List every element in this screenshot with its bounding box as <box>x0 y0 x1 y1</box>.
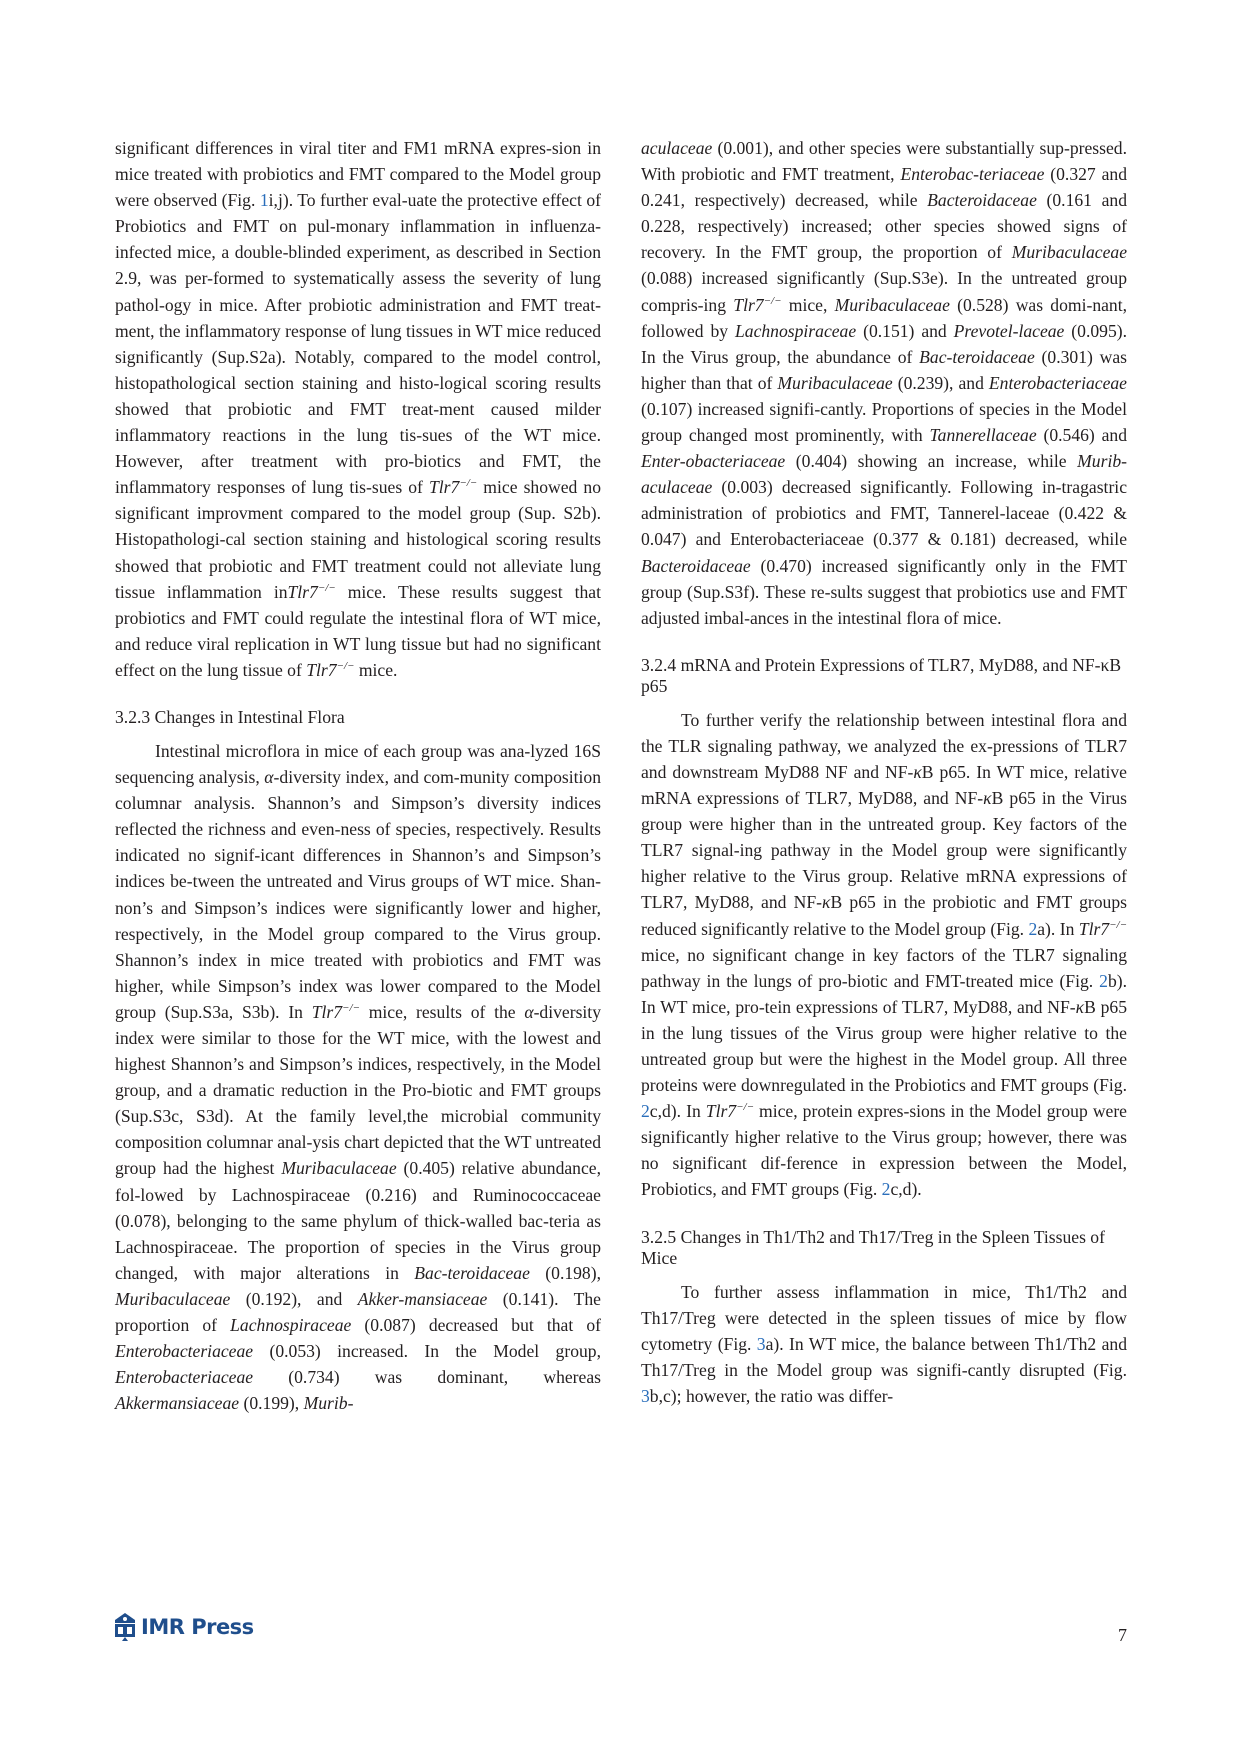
italic-term: Akkermansiaceae <box>115 1393 240 1414</box>
italic-term: Prevotel-laceae <box>953 320 1065 341</box>
superscript: −/− <box>459 477 478 490</box>
italic-term: Tlr7 <box>429 477 460 498</box>
figure-reference-link[interactable]: 2 <box>641 1101 650 1122</box>
italic-term: Tlr7 <box>306 659 337 680</box>
superscript: −/− <box>736 1101 755 1114</box>
italic-term: Enterobac-teriaceae <box>900 164 1045 185</box>
italic-term: Tlr7 <box>1078 918 1110 939</box>
figure-reference-link[interactable]: 1 <box>259 190 269 211</box>
publisher-name: IMR Press <box>141 1615 254 1639</box>
italic-term: Tlr7 <box>705 1101 737 1122</box>
italic-term: Tlr7 <box>311 1001 343 1022</box>
italic-term: κ <box>983 788 992 809</box>
italic-term: Tannerellaceae <box>929 425 1037 446</box>
paragraph-flora-continued: aculaceae (0.001), and other species were substantially sup-pressed. With probiotic and FMT treatment, Enterobac-teriaceae (0.327 and 0.241, respectively) decreased, while Bacteroidaceae (0.161 and 0.228, respectively) increased; other species showed signs of recovery. In the FMT group, the proportion of Muribaculaceae (0.088) increased significantly (Sup.S3e). In the untreated group compris-ing Tlr7−/− mice, Muribaculaceae (0.528) was domi-nant, followed by Lachnospiraceae (0.151) and Prevotel-laceae (0.095). In the Virus group, the abundance of Bac-teroidaceae (0.301) was higher than that of Muribaculaceae (0.239), and Enterobacteriaceae (0.107) increased signifi-cantly. Proportions of species in the Model group changed most prominently, with Tannerellaceae (0.546) and Enter-obacteriaceae (0.404) showing an increase, while Murib-aculaceae (0.003) decreased significantly. Following in-tragastric administration of probiotics and FMT, Tannerel-laceae (0.422 & 0.047) and Enterobacteriaceae (0.377 & 0.181) decreased, while Bacteroidaceae (0.470) increased significantly only in the FMT group (Sup.S3f). These re-sults suggest that probiotics use and FMT adjusted imbal-ances in the intestinal flora of mice. <box>641 138 1128 628</box>
figure-reference-link[interactable]: 2 <box>1028 918 1038 939</box>
italic-term: Muribaculaceae <box>281 1158 397 1179</box>
italic-term: κ <box>822 892 831 913</box>
italic-term: α <box>524 1001 534 1022</box>
italic-term: Lachnospiraceae <box>734 320 857 341</box>
italic-term: Tlr7 <box>287 581 318 602</box>
section-heading-3-2-4: 3.2.4 mRNA and Protein Expressions of TLR7, MyD88, and NF-κB p65 <box>641 654 1122 696</box>
italic-term: Lachnospiraceae <box>230 1315 352 1336</box>
superscript: −/− <box>336 659 355 672</box>
publisher-logo <box>113 1612 254 1642</box>
italic-term: Bacteroidaceae <box>641 555 751 576</box>
right-column <box>641 135 1127 1409</box>
paragraph-intestinal-flora: Intestinal microflora in mice of each group was ana-lyzed 16S sequencing analysis, α-diversity index, and com-munity composition columnar analysis. Shannon’s and Simpson’s diversity indices reflected the richness and even-ness of species, respectively. Results indicated no signif-icant differences in Shannon’s and Simpson’s indices be-tween the untreated and Virus groups of WT mice. Shan-non’s and Simpson’s indices were significantly lower and higher, respectively, in the Model group compared to the Virus group. Shannon’s index in mice treated with probiotics and FMT was higher, while Simpson’s index was lower compared to the Model group (Sup.S3a, S3b). In Tlr7−/− mice, results of the α-diversity index were similar to those for the WT mice, with the lowest and highest Shannon’s and Simpson’s indices, respectively, in the Model group, and a dramatic reduction in the Pro-biotic and FMT groups (Sup.S3c, S3d). At the family level,the microbial community composition columnar anal-ysis chart depicted that the WT untreated group had the highest Muribaculaceae (0.405) relative abundance, fol-lowed by Lachnospiraceae (0.216) and Ruminococcaceae (0.078), belonging to the same phylum of thick-walled bac-teria as Lachnospiraceae. The proportion of species in the Virus group changed, with major alterations in Bac-teroidaceae (0.198), Muribaculaceae (0.192), and Akker-mansiaceae (0.141). The proportion of Lachnospiraceae (0.087) decreased but that of Enterobacteriaceae (0.053) increased. In the Model group, Enterobacteriaceae (0.734) was dominant, whereas Akkermansiaceae (0.199), Murib- <box>115 740 601 1414</box>
italic-term: Enter-obacteriaceae <box>641 451 786 472</box>
figure-reference-link[interactable]: 2 <box>1099 970 1108 991</box>
section-heading-3-2-5: 3.2.5 Changes in Th1/Th2 and Th17/Treg in the Spleen Tissues of Mice <box>641 1226 1105 1268</box>
italic-term: Muribaculaceae <box>1011 242 1127 263</box>
superscript: −/− <box>342 1001 360 1014</box>
italic-term: Murib-aculaceae <box>641 451 1127 498</box>
italic-term: Bac-teroidaceae <box>414 1262 530 1283</box>
italic-term: Murib- <box>303 1393 354 1414</box>
italic-term: Bac-teroidaceae <box>919 346 1035 367</box>
left-column <box>115 135 601 1416</box>
superscript: −/− <box>1109 918 1128 931</box>
section-heading-3-2-3: 3.2.3 Changes in Intestinal Flora <box>115 706 345 727</box>
italic-term: κ <box>913 761 922 782</box>
figure-reference-link[interactable]: 3 <box>756 1333 766 1354</box>
italic-term: aculaceae <box>641 138 713 158</box>
superscript: −/− <box>763 294 782 307</box>
page-number: 7 <box>1118 1625 1127 1645</box>
italic-term: Enterobacteriaceae <box>115 1367 254 1388</box>
italic-term: Muribaculaceae <box>115 1288 231 1309</box>
paragraph-th-cells: To further assess inflammation in mice, Th1/Th2 and Th17/Treg were detected in the spleen tissues of mice by flow cytometry (Fig. 3a). In WT mice, the balance between Th1/Th2 and Th17/Treg in the Model group was signifi-cantly disrupted (Fig. 3b,c); however, the ratio was differ- <box>641 1281 1127 1406</box>
italic-term: Akker-mansiaceae <box>357 1288 488 1309</box>
figure-reference-link[interactable]: 3 <box>641 1385 650 1406</box>
imr-press-building-icon <box>113 1612 137 1642</box>
figure-reference-link[interactable]: 2 <box>881 1179 891 1200</box>
italic-term: Muribaculaceae <box>834 294 950 315</box>
italic-term: Muribaculaceae <box>777 372 893 393</box>
italic-term: Tlr7 <box>733 294 764 315</box>
paragraph-lung-inflammation: significant differences in viral titer and FM1 mRNA expres-sion in mice treated with probiotics and FMT compared to the Model group were observed (Fig. 1i,j). To further eval-uate the protective effect of Probiotics and FMT on pul-monary inflammation in influenza-infected mice, a double-blinded experiment, as described in Section 2.9, was per-formed to systematically assess the severity of lung pathol-ogy in mice. After probiotic administration and FMT treat-ment, the inflammatory response of lung tissues in WT mice reduced significantly (Sup.S2a). Notably, compared to the model control, histopathological section staining and histo-logical scoring results showed that probiotic and FMT treat-ment caused milder inflammatory reactions in the lung tis-sues of the WT mice. However, after treatment with pro-biotics and FMT, the inflammatory responses of lung tis-sues of Tlr7−/− mice showed no significant improvment compared to the model group (Sup. S2b). Histopathologi-cal section staining and histological scoring results showed that probiotic and FMT treatment could not alleviate lung tissue inflammation inTlr7−/− mice. These results suggest that probiotics and FMT could regulate the intestinal flora of WT mice, and reduce viral replication in WT lung tissue but had no significant effect on the lung tissue of Tlr7−/− mice. <box>115 138 601 680</box>
italic-term: Enterobacteriaceae <box>115 1341 254 1362</box>
paragraph-tlr7-expression: To further verify the relationship between intestinal flora and the TLR signaling pathway, we analyzed the ex-pressions of TLR7 and downstream MyD88 NF and NF-κB p65. In WT mice, relative mRNA expressions of TLR7, MyD88, and NF-κB p65 in the Virus group were higher than in the untreated group. Key factors of the TLR7 signal-ing pathway in the Model group were significantly higher relative to the Virus group. Relative mRNA expressions of TLR7, MyD88, and NF-κB p65 in the probiotic and FMT groups reduced significantly relative to the Model group (Fig. 2a). In Tlr7−/− mice, no significant change in key factors of the TLR7 signaling pathway in the lungs of pro-biotic and FMT-treated mice (Fig. 2b). In WT mice, pro-tein expressions of TLR7, MyD88, and NF-κB p65 in the lung tissues of the Virus group were higher relative to the untreated group but were the highest in the Model group. All three proteins were downregulated in the Probiotics and FMT groups (Fig. 2c,d). In Tlr7−/− mice, protein expres-sions in the Model group were significantly higher relative to the Virus group; however, there was no significant dif-ference in expression between the Model, Probiotics, and FMT groups (Fig. 2c,d). <box>641 709 1128 1200</box>
superscript: −/− <box>317 581 336 594</box>
italic-term: Bacteroidaceae <box>927 190 1037 211</box>
italic-term: κ <box>1075 996 1085 1017</box>
italic-term: Enterobacteriaceae <box>988 372 1127 393</box>
italic-term: α <box>264 767 274 788</box>
